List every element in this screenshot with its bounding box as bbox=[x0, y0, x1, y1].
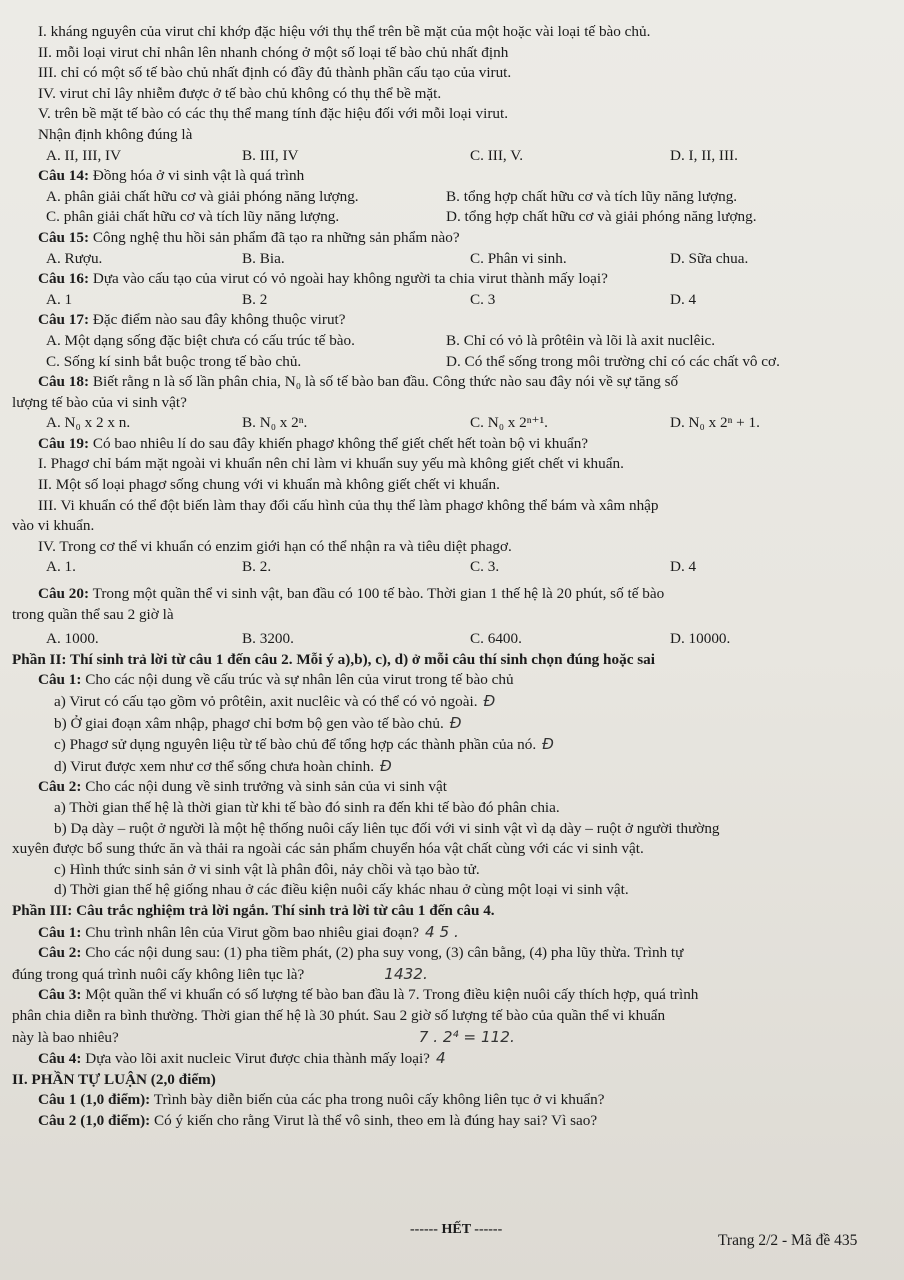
q13-statement-3: III. chỉ có một số tế bào chủ nhất định có đầy đủ thành phần cấu tạo của virut. bbox=[38, 64, 512, 82]
q13-option-c[interactable]: C. III, V. bbox=[470, 146, 524, 164]
part2-c2-a: a) Thời gian thế hệ là thời gian từ khi tế bào đó sinh ra đến khi tế bào đó phân chia. bbox=[54, 798, 560, 816]
q20-question: Câu 20: Trong một quần thể vi sinh vật, ban đầu có 100 tế bào. Thời gian 1 thế hệ là 20 phút, số tế bào bbox=[38, 585, 665, 603]
q13-options bbox=[12, 146, 890, 167]
part3-q4: Câu 4: Dựa vào lõi axit nucleic Virut được chia thành mấy loại? 4 bbox=[38, 1049, 446, 1068]
q17-option-a[interactable]: A. Một dạng sống đặc biệt chưa có cấu trúc tế bào. bbox=[46, 331, 355, 349]
q16-option-a[interactable]: A. 1 bbox=[46, 290, 73, 308]
q14-options-row1 bbox=[12, 187, 890, 208]
handwritten-answer: Đ bbox=[542, 735, 554, 754]
q16-option-c[interactable]: C. 3 bbox=[470, 290, 496, 308]
q13-prompt: Nhận định không đúng là bbox=[38, 125, 193, 143]
q13-option-d[interactable]: D. I, II, III. bbox=[670, 146, 738, 164]
q16-options bbox=[12, 290, 890, 311]
q19-item-3: III. Vi khuẩn có thể đột biến làm thay đổi cấu hình của thụ thể làm phagơ không thể bám và xâm nhập bbox=[38, 496, 659, 514]
part3-q3-cont2: này là bao nhiêu? 7 . 2⁴ = 112. bbox=[12, 1027, 515, 1046]
end-marker: ------ HẾT ------ bbox=[410, 1222, 503, 1237]
q13-option-b[interactable]: B. III, IV bbox=[242, 146, 299, 164]
q20-option-a[interactable]: A. 1000. bbox=[46, 630, 99, 648]
q17-options-row1 bbox=[12, 331, 890, 352]
q14-option-c[interactable]: C. phân giải chất hữu cơ và tích lũy năng lượng. bbox=[46, 208, 340, 226]
q17-option-b[interactable]: B. Chỉ có vỏ là prôtêin và lõi là axit nuclêic. bbox=[446, 331, 716, 349]
q19-item-3-cont: vào vi khuẩn. bbox=[12, 517, 95, 535]
q14-option-b[interactable]: B. tổng hợp chất hữu cơ và tích lũy năng lượng. bbox=[446, 187, 738, 205]
q20-option-b[interactable]: B. 3200. bbox=[242, 630, 294, 648]
q17-option-c[interactable]: C. Sống kí sinh bắt buộc trong tế bào chủ. bbox=[46, 352, 302, 370]
q19-question: Câu 19: Có bao nhiêu lí do sau đây khiến phagơ không thể giết chết hết toàn bộ vi khuẩn? bbox=[38, 434, 589, 452]
essay-c2: Câu 2 (1,0 điểm): Có ý kiến cho rằng Virut là thể vô sinh, theo em là đúng hay sai? Vì sao? bbox=[38, 1111, 598, 1129]
q14-options-row2 bbox=[12, 207, 890, 228]
handwritten-answer: 1432. bbox=[384, 964, 428, 983]
part3-q1: Câu 1: Chu trình nhân lên của Virut gồm bao nhiêu giai đoạn? 4 5 . bbox=[38, 922, 459, 941]
q19-item-1: I. Phagơ chỉ bám mặt ngoài vi khuẩn nên chỉ làm vi khuẩn suy yếu mà không giết chết vi khuẩn. bbox=[38, 455, 624, 473]
q13-statement-1: I. kháng nguyên của virut chỉ khớp đặc hiệu với thụ thể trên bề mặt của một hoặc vài loại tế bào chủ. bbox=[38, 23, 651, 40]
q20-options bbox=[12, 629, 890, 650]
q20-option-d[interactable]: D. 10000. bbox=[670, 630, 731, 648]
q15-question: Câu 15: Công nghệ thu hồi sản phẩm đã tạo ra những sản phẩm nào? bbox=[38, 228, 460, 246]
handwritten-answer: Đ bbox=[449, 713, 462, 732]
q19-option-b[interactable]: B. 2. bbox=[242, 558, 272, 576]
q15-option-d[interactable]: D. Sữa chua. bbox=[670, 249, 749, 267]
exam-content bbox=[12, 22, 890, 1131]
part2-c2-b: b) Dạ dày – ruột ở người là một hệ thống nuôi cấy liên tục đối với vi sinh vật vì dạ dày – ruột ở người thường bbox=[54, 819, 720, 837]
q17-option-d[interactable]: D. Có thể sống trong môi trường chỉ có các chất vô cơ. bbox=[446, 352, 780, 370]
q13-statement-5: V. trên bề mặt tế bào có các thụ thể mang tính đặc hiệu đối với mỗi loại virut. bbox=[38, 105, 509, 123]
q18-option-a[interactable]: A. N₀ x 2 x n. bbox=[46, 414, 131, 432]
part2-c2-question: Câu 2: Cho các nội dung về sinh trưởng và sinh sản của vi sinh vật bbox=[38, 778, 447, 796]
q16-option-d[interactable]: D. 4 bbox=[670, 290, 697, 308]
q20-question-cont: trong quần thể sau 2 giờ là bbox=[12, 605, 174, 623]
q20-option-c[interactable]: C. 6400. bbox=[470, 630, 522, 648]
q13-statement-2: II. mỗi loại virut chỉ nhân lên nhanh chóng ở một số loại tế bào chủ nhất định bbox=[38, 43, 509, 61]
q15-option-a[interactable]: A. Rượu. bbox=[46, 249, 103, 267]
part2-c1-d: d) Virut được xem như cơ thể sống chưa hoàn chỉnh. Đ bbox=[54, 756, 392, 775]
q13-option-a[interactable]: A. II, III, IV bbox=[46, 146, 122, 164]
handwritten-answer: Đ bbox=[380, 756, 392, 775]
q15-option-c[interactable]: C. Phân vi sinh. bbox=[470, 249, 567, 267]
q18-option-b[interactable]: B. N₀ x 2ⁿ. bbox=[242, 414, 308, 432]
q18-question: Câu 18: Biết rằng n là số lần phân chia, N₀ là số tế bào ban đầu. Công thức nào sau đây nói về sự tăng số bbox=[38, 373, 679, 391]
q19-item-4: IV. Trong cơ thể vi khuẩn có enzim giới hạn có thể nhận ra và tiêu diệt phagơ. bbox=[38, 537, 512, 555]
q13-statement-4: IV. virut chỉ lây nhiễm được ở tế bào chủ không có thụ thể bề mặt. bbox=[38, 84, 442, 102]
part2-c2-b-cont: xuyên được bổ sung thức ăn và thải ra ngoài các sản phẩm chuyển hóa vật chất cùng với các vi sinh vật. bbox=[12, 840, 644, 858]
q19-option-c[interactable]: C. 3. bbox=[470, 558, 500, 576]
page-number: Trang 2/2 - Mã đề 435 bbox=[718, 1232, 858, 1249]
q19-item-2: II. Một số loại phagơ sống chung với vi khuẩn mà không giết chết vi khuẩn. bbox=[38, 476, 500, 494]
handwritten-answer: Đ bbox=[483, 692, 496, 710]
q16-option-b[interactable]: B. 2 bbox=[242, 290, 268, 308]
part3-q3-cont: phân chia diễn ra bình thường. Thời gian thế hệ là 30 phút. Sau 2 giờ số lượng tế bào của quần thể vi khuẩn bbox=[12, 1006, 666, 1024]
handwritten-answer: 4 bbox=[435, 1049, 446, 1068]
q17-options-row2 bbox=[12, 352, 890, 373]
part3-q2-cont: đúng trong quá trình nuôi cấy không liên tục là? 1432. bbox=[12, 964, 428, 983]
q18-option-d[interactable]: D. N₀ x 2ⁿ + 1. bbox=[670, 414, 760, 432]
q16-question: Câu 16: Dựa vào cấu tạo của virut có vỏ ngoài hay không người ta chia virut thành mấy loại? bbox=[38, 270, 608, 288]
q15-option-b[interactable]: B. Bia. bbox=[242, 249, 285, 267]
part2-c1-question: Câu 1: Cho các nội dung về cấu trúc và sự nhân lên của virut trong tế bào chủ bbox=[38, 671, 514, 689]
essay-c1: Câu 1 (1,0 điểm): Trình bày diễn biến của các pha trong nuôi cấy không liên tục ở vi khuẩn? bbox=[38, 1091, 605, 1109]
q19-options bbox=[12, 557, 890, 578]
part3-q3: Câu 3: Một quần thể vi khuẩn có số lượng tế bào ban đầu là 7. Trong điều kiện nuôi cấy thích hợp, quá trình bbox=[38, 986, 699, 1004]
part3-q2: Câu 2: Cho các nội dung sau: (1) pha tiềm phát, (2) pha suy vong, (3) cân bằng, (4) pha lũy thừa. Trình tự bbox=[38, 944, 684, 962]
part2-c1-c: c) Phagơ sử dụng nguyên liệu từ tế bào chủ để tổng hợp các thành phần của nó. Đ bbox=[54, 735, 554, 754]
q19-option-a[interactable]: A. 1. bbox=[46, 558, 76, 576]
part2-c1-b: b) Ở giai đoạn xâm nhập, phagơ chỉ bơm bộ gen vào tế bào chủ. Đ bbox=[54, 713, 462, 732]
q18-option-c[interactable]: C. N₀ x 2ⁿ⁺¹. bbox=[470, 414, 548, 432]
q14-option-d[interactable]: D. tổng hợp chất hữu cơ và giải phóng năng lượng. bbox=[446, 208, 757, 226]
q14-option-a[interactable]: A. phân giải chất hữu cơ và giải phóng năng lượng. bbox=[46, 187, 359, 205]
handwritten-answer: 7 . 2⁴ = 112. bbox=[418, 1027, 515, 1046]
q15-options bbox=[12, 249, 890, 270]
part2-c2-c: c) Hình thức sinh sản ở vi sinh vật là phân đôi, nảy chồi và tạo bào tử. bbox=[54, 860, 480, 878]
part2-c2-d: d) Thời gian thế hệ giống nhau ở các điều kiện nuôi cấy khác nhau ở cùng một loại vi sinh vật. bbox=[54, 881, 629, 899]
handwritten-answer: 4 5 . bbox=[424, 922, 459, 941]
q17-question: Câu 17: Đặc điểm nào sau đây không thuộc virut? bbox=[38, 311, 346, 329]
essay-title: II. PHẦN TỰ LUẬN (2,0 điểm) bbox=[12, 1070, 216, 1088]
part3-title: Phần III: Câu trắc nghiệm trả lời ngắn. Thí sinh trả lời từ câu 1 đến câu 4. bbox=[12, 901, 495, 919]
q18-options bbox=[12, 413, 890, 434]
part2-title: Phần II: Thí sinh trả lời từ câu 1 đến câu 2. Mỗi ý a),b), c), d) ở mỗi câu thí sinh chọn đúng hoặc sai bbox=[12, 650, 655, 668]
part2-c1-a: a) Virut có cấu tạo gồm vỏ prôtêin, axit nuclêic và có thể có vỏ ngoài. Đ bbox=[54, 692, 496, 710]
q14-question: Câu 14: Đồng hóa ở vi sinh vật là quá trình bbox=[38, 167, 305, 185]
q18-question-cont: lượng tế bào của vi sinh vật? bbox=[12, 393, 187, 411]
q19-option-d[interactable]: D. 4 bbox=[670, 558, 697, 576]
